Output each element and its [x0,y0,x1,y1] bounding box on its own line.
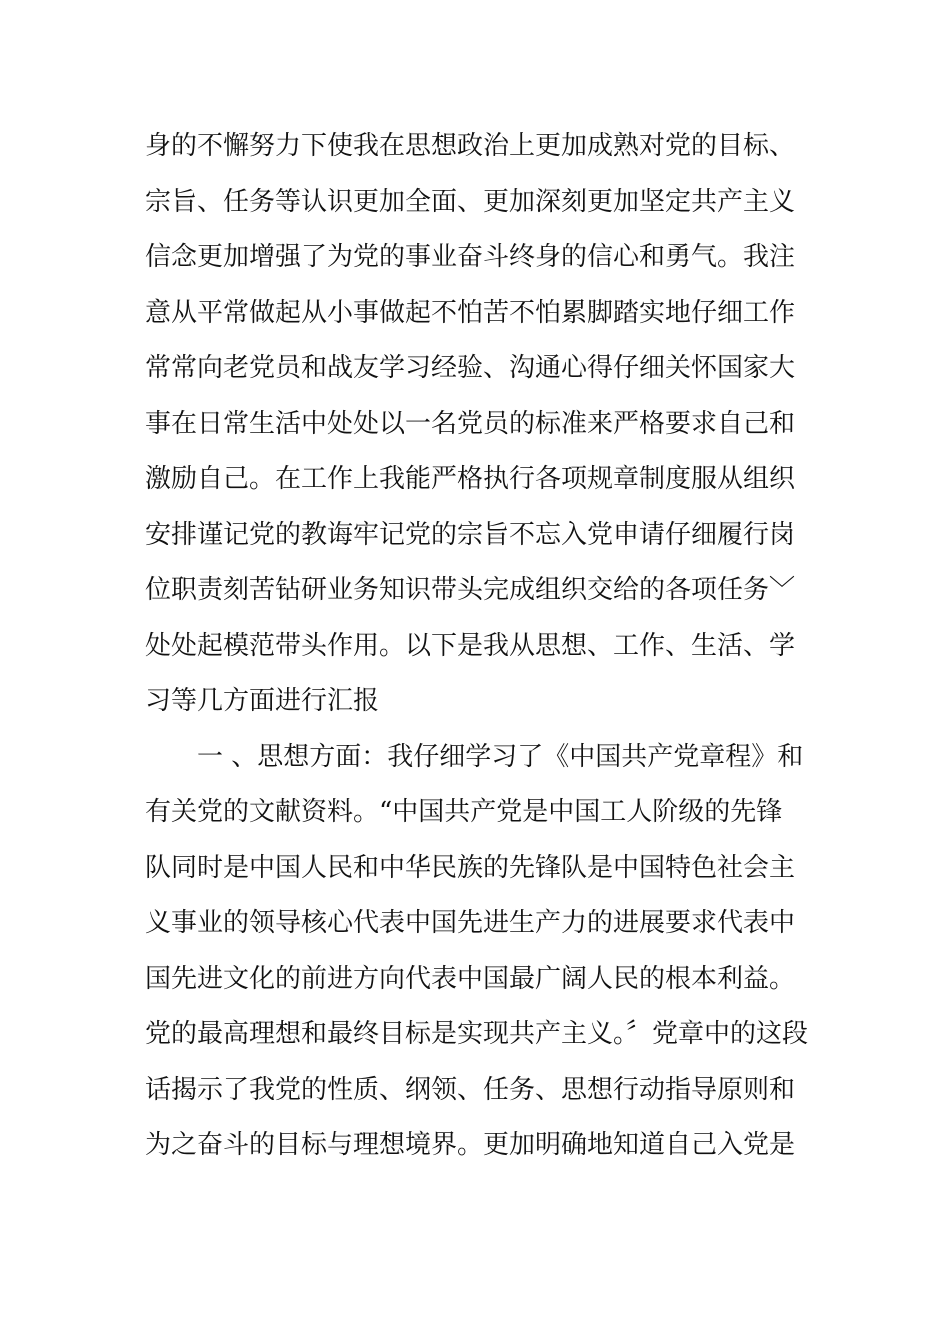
text-line: 话揭示了我党的性质、纲领、任务、思想行动指导原则和 [145,1074,796,1105]
text-line: 为之奋斗的目标与理想境界。更加明确地知道自己入党是 [145,1130,796,1160]
text-line: 国先进文化的前进方向代表中国最广阔人民的根本利益。 [145,963,796,994]
text-line: 位职责刻苦钻研业务知识带头完成组织交给的各项任务﹀ [145,575,796,605]
text-line: 事在日常生活中处处以一名党员的标准来严格要求自己和 [145,408,796,439]
text-line: 安排谨记党的教诲牢记党的宗旨不忘入党申请仔细履行岗 [145,519,796,550]
text-line: 信念更加增强了为党的事业奋斗终身的信心和勇气。我注 [145,242,796,272]
body-text [145,119,815,1174]
text-line: 有关党的文献资料。“中国共产党是中国工人阶级的先锋 [145,797,783,827]
text-line: 义事业的领导核心代表中国先进生产力的进展要求代表中 [145,908,796,938]
text-line: 意从平常做起从小事做起不怕苦不怕累脚踏实地仔细工作 [145,297,796,328]
text-line: 处处起模范带头作用。以下是我从思想、工作、生活、学 [145,630,796,661]
text-line: 身的不懈努力下使我在思想政治上更加成熟对党的目标、 [145,131,796,161]
text-line: 常常向老党员和战友学习经验、沟通心得仔细关怀国家大 [145,353,796,383]
text-line: 队同时是中国人民和中华民族的先锋队是中国特色社会主 [145,852,796,883]
text-line: 宗旨、任务等认识更加全面、更加深刻更加坚定共产主义 [145,186,796,217]
text-line: 党的最高理想和最终目标是实现共产主义。〞党章中的这段 [145,1019,809,1049]
text-line: 激励自己。在工作上我能严格执行各项规章制度服从组织 [145,464,796,494]
text-line: 习等几方面进行汇报 [145,686,380,716]
section-heading-line: 一 、思想方面：我仔细学习了《中国共产党章程》和 [197,741,804,772]
